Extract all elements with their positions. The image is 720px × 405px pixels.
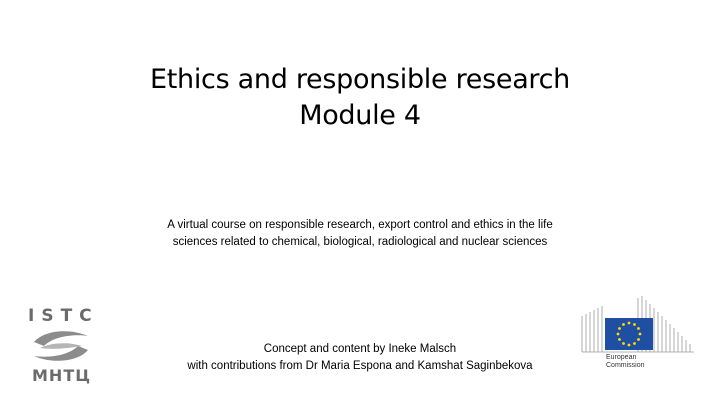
istc-logo-top-text: ISTC: [28, 306, 99, 326]
ec-logo-line-2: Commission: [606, 362, 645, 369]
ec-logo-line-1: European: [606, 354, 637, 361]
ec-logo-text: [606, 354, 645, 370]
credits-line-2: with contributions from Dr Maria Espona and Kamshat Saginbekova: [187, 360, 533, 372]
slide-title: [0, 62, 720, 134]
description-line-1: A virtual course on responsible research, export control and ethics in the life: [167, 219, 553, 231]
course-description: [0, 217, 720, 251]
title-line-2: Module 4: [299, 100, 421, 131]
description-line-2: sciences related to chemical, biological, radiological and nuclear sciences: [172, 236, 548, 248]
credits-line-1: Concept and content by Ineke Malsch: [263, 343, 457, 355]
title-line-1: Ethics and responsible research: [150, 64, 570, 95]
ec-building-icon: [576, 294, 706, 354]
european-commission-logo: [576, 294, 706, 382]
istc-logo-bottom-text: МНТЦ: [32, 366, 92, 385]
istc-swirl-icon: [30, 328, 92, 364]
istc-logo: [26, 300, 106, 392]
